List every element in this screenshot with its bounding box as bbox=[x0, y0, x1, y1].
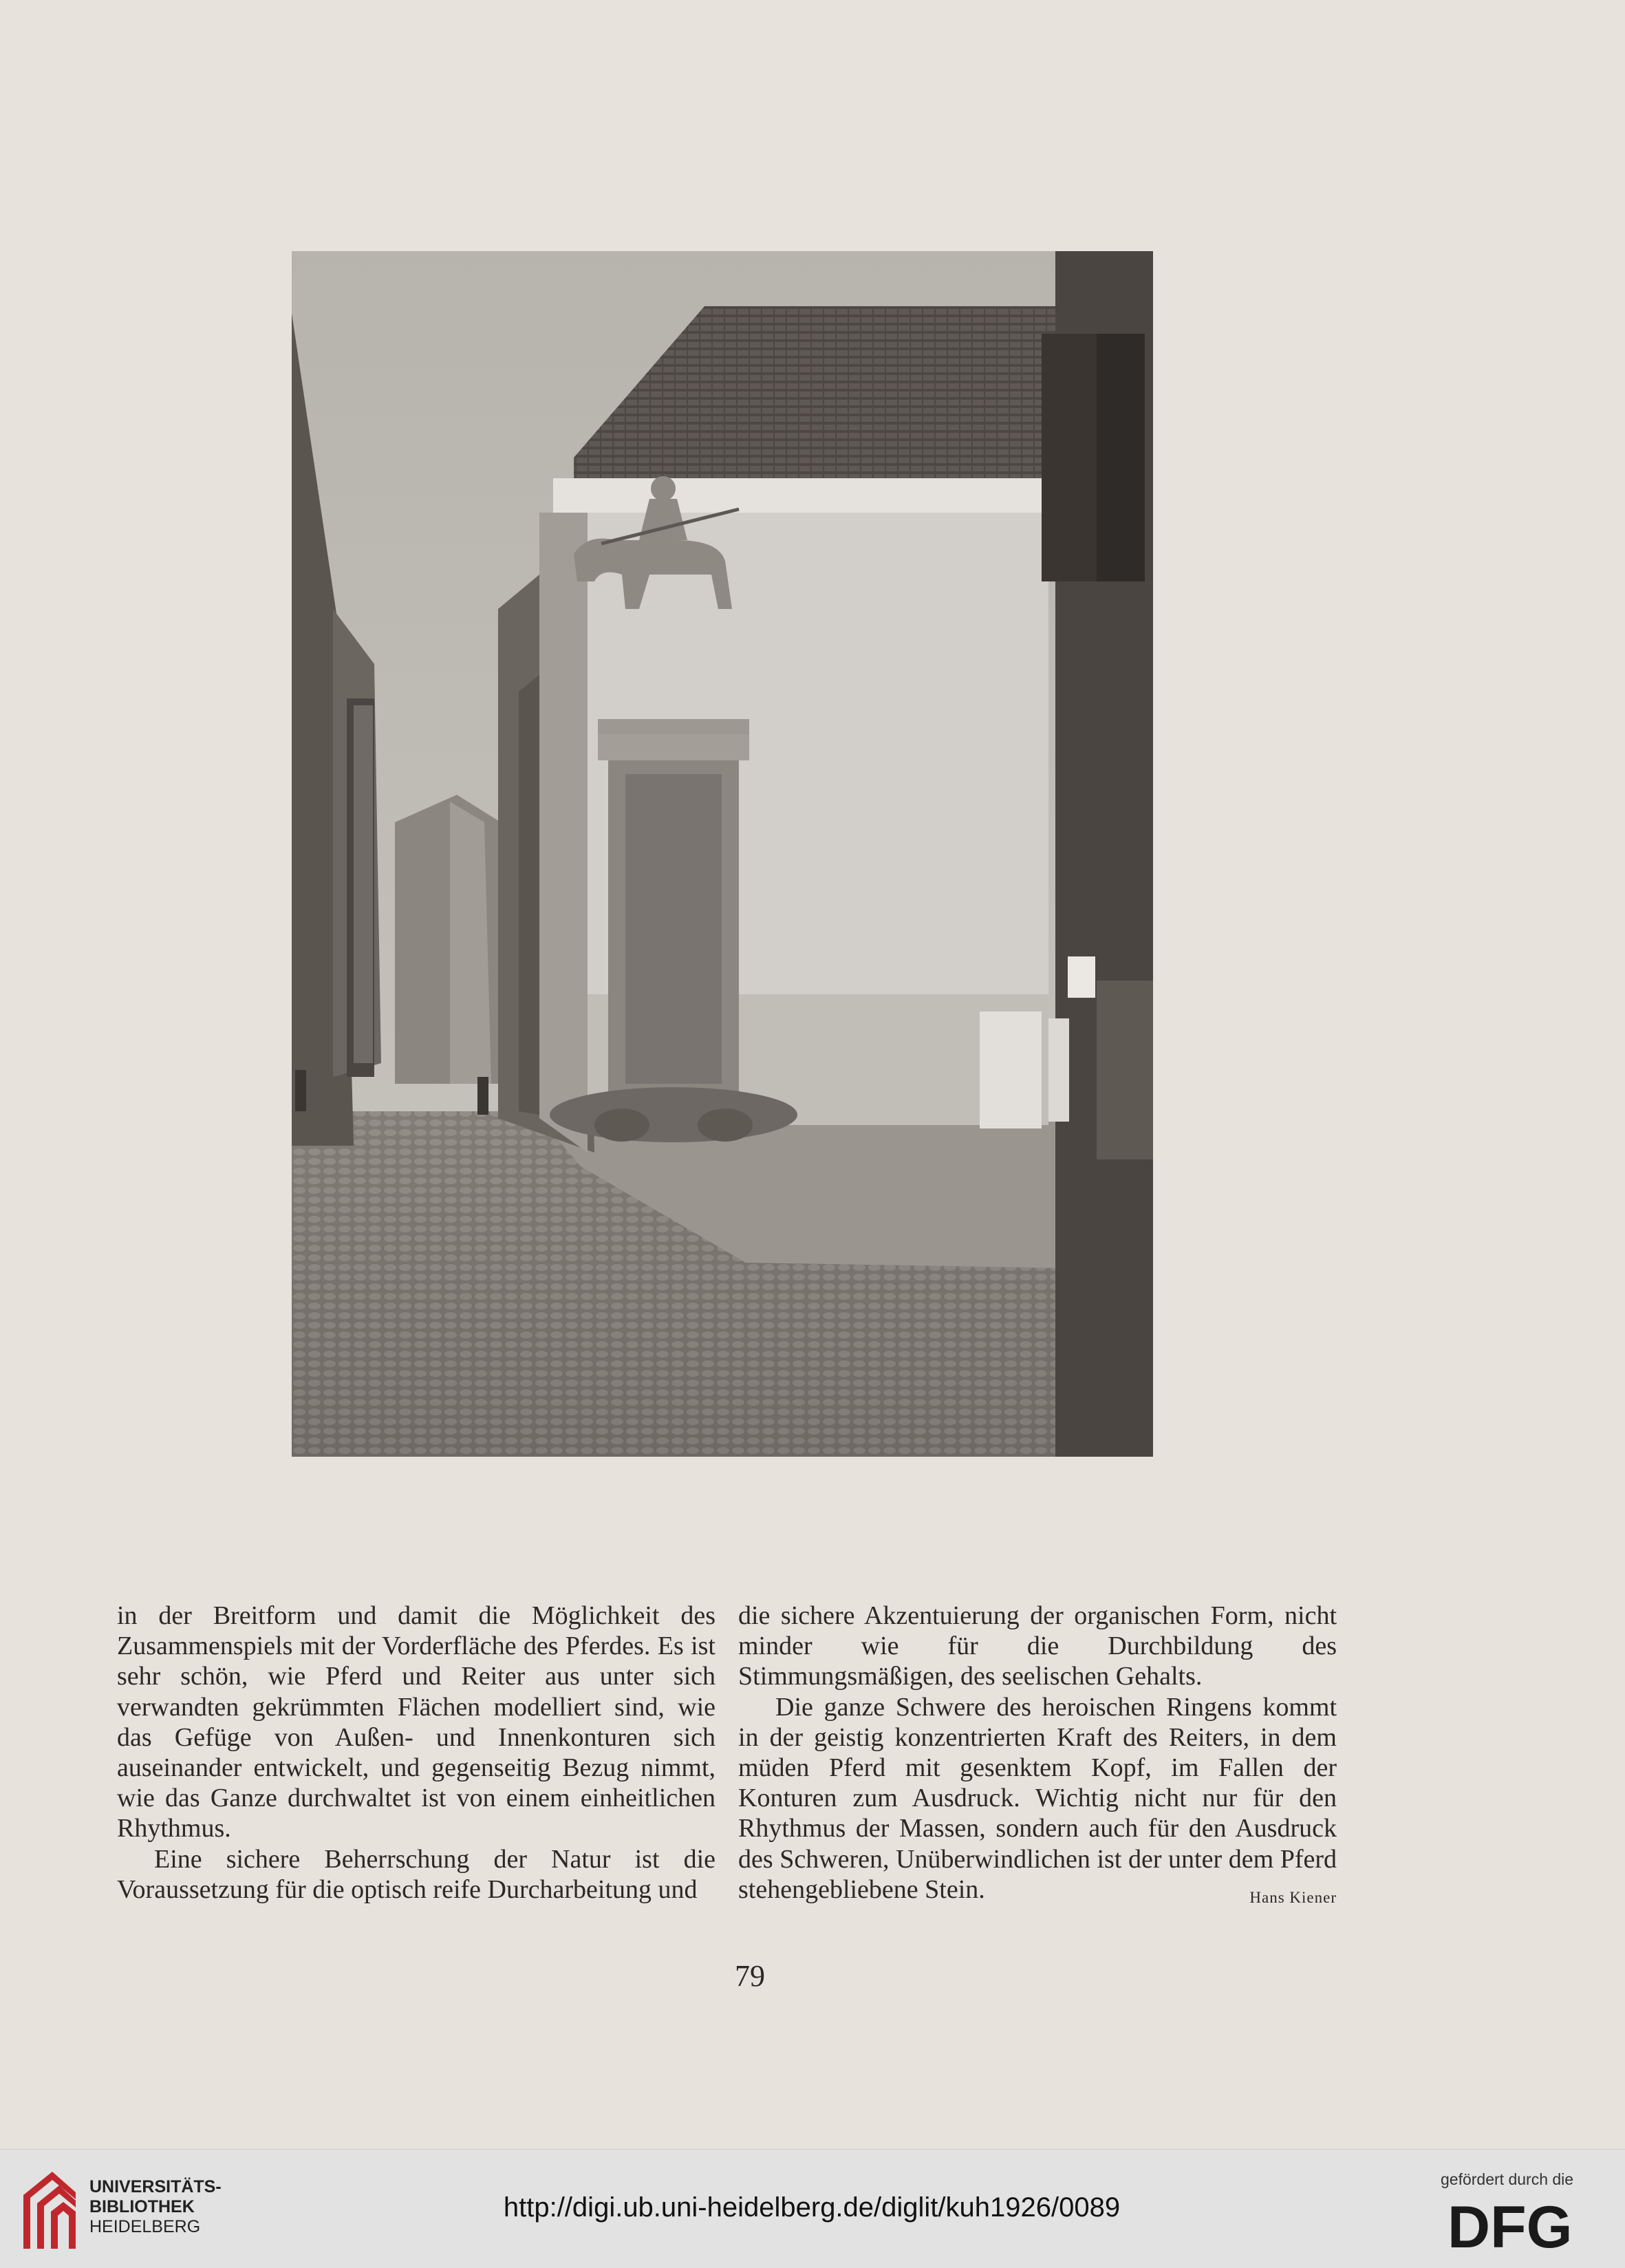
photograph-equestrian-monument bbox=[292, 251, 1153, 1457]
viewer-footer bbox=[0, 2149, 1625, 2268]
author-signature: Hans Kiener bbox=[1249, 1888, 1337, 1906]
ub-heidelberg-logo-icon[interactable] bbox=[17, 2168, 80, 2253]
paragraph: die sichere Akzentuierung der organischen Form, nicht minder wie für die Durchbildung des Stimmungsmäßigen, des seelischen Gehalts. bbox=[738, 1601, 1337, 1691]
dfg-logo-icon[interactable] bbox=[1448, 2199, 1607, 2253]
library-name-line: BIBLIOTHEK bbox=[89, 2197, 195, 2216]
photo-street-scene bbox=[292, 251, 1153, 1457]
paragraph: Eine sichere Beherrschung der Natur ist die Voraussetzung für die optisch reife Durcharbeitung und bbox=[117, 1844, 715, 1904]
paragraph bbox=[738, 1692, 1337, 1905]
permalink-url[interactable]: http://digi.ub.uni-heidelberg.de/diglit/kuh1926/0089 bbox=[503, 2192, 1121, 2223]
text-column-right bbox=[738, 1601, 1337, 1913]
text-column-left bbox=[117, 1601, 715, 1905]
library-name-line: HEIDELBERG bbox=[89, 2217, 201, 2236]
paragraph-text: Die ganze Schwere des heroischen Ringens kommt in der geistig konzentrierten Kraft des Reiters, in dem müden Pferd mit gesenktem Kopf, im Fallen der Konturen zum Ausdruck. Wichtig nicht nur für den Rhythmus der Massen, sondern auch für den Ausdruck des Schweren, Unüberwindlichen ist der unter dem Pferd stehengebliebene Stein. bbox=[738, 1692, 1337, 1904]
library-name-line: UNIVERSITÄTS- bbox=[89, 2177, 222, 2196]
dfg-logo-text: DFG bbox=[1448, 2199, 1573, 2253]
funding-caption: gefördert durch die bbox=[1441, 2170, 1574, 2188]
paragraph: in der Breitform und damit die Möglichkeit des Zusammenspiels mit der Vorderfläche des Pferdes. Es ist sehr schön, wie Pferd und Reiter aus unter sich verwandten gekrümmten Flächen modelliert sind, wie das Gefüge von Außen- und Innenkonturen sich auseinander entwickelt, und gegenseitig Bezug nimmt, wie das Ganze durchwaltet ist von einem einheitlichen Rhythmus. bbox=[117, 1601, 715, 1843]
library-name[interactable] bbox=[89, 2177, 222, 2237]
page-number: 79 bbox=[735, 1959, 765, 1993]
